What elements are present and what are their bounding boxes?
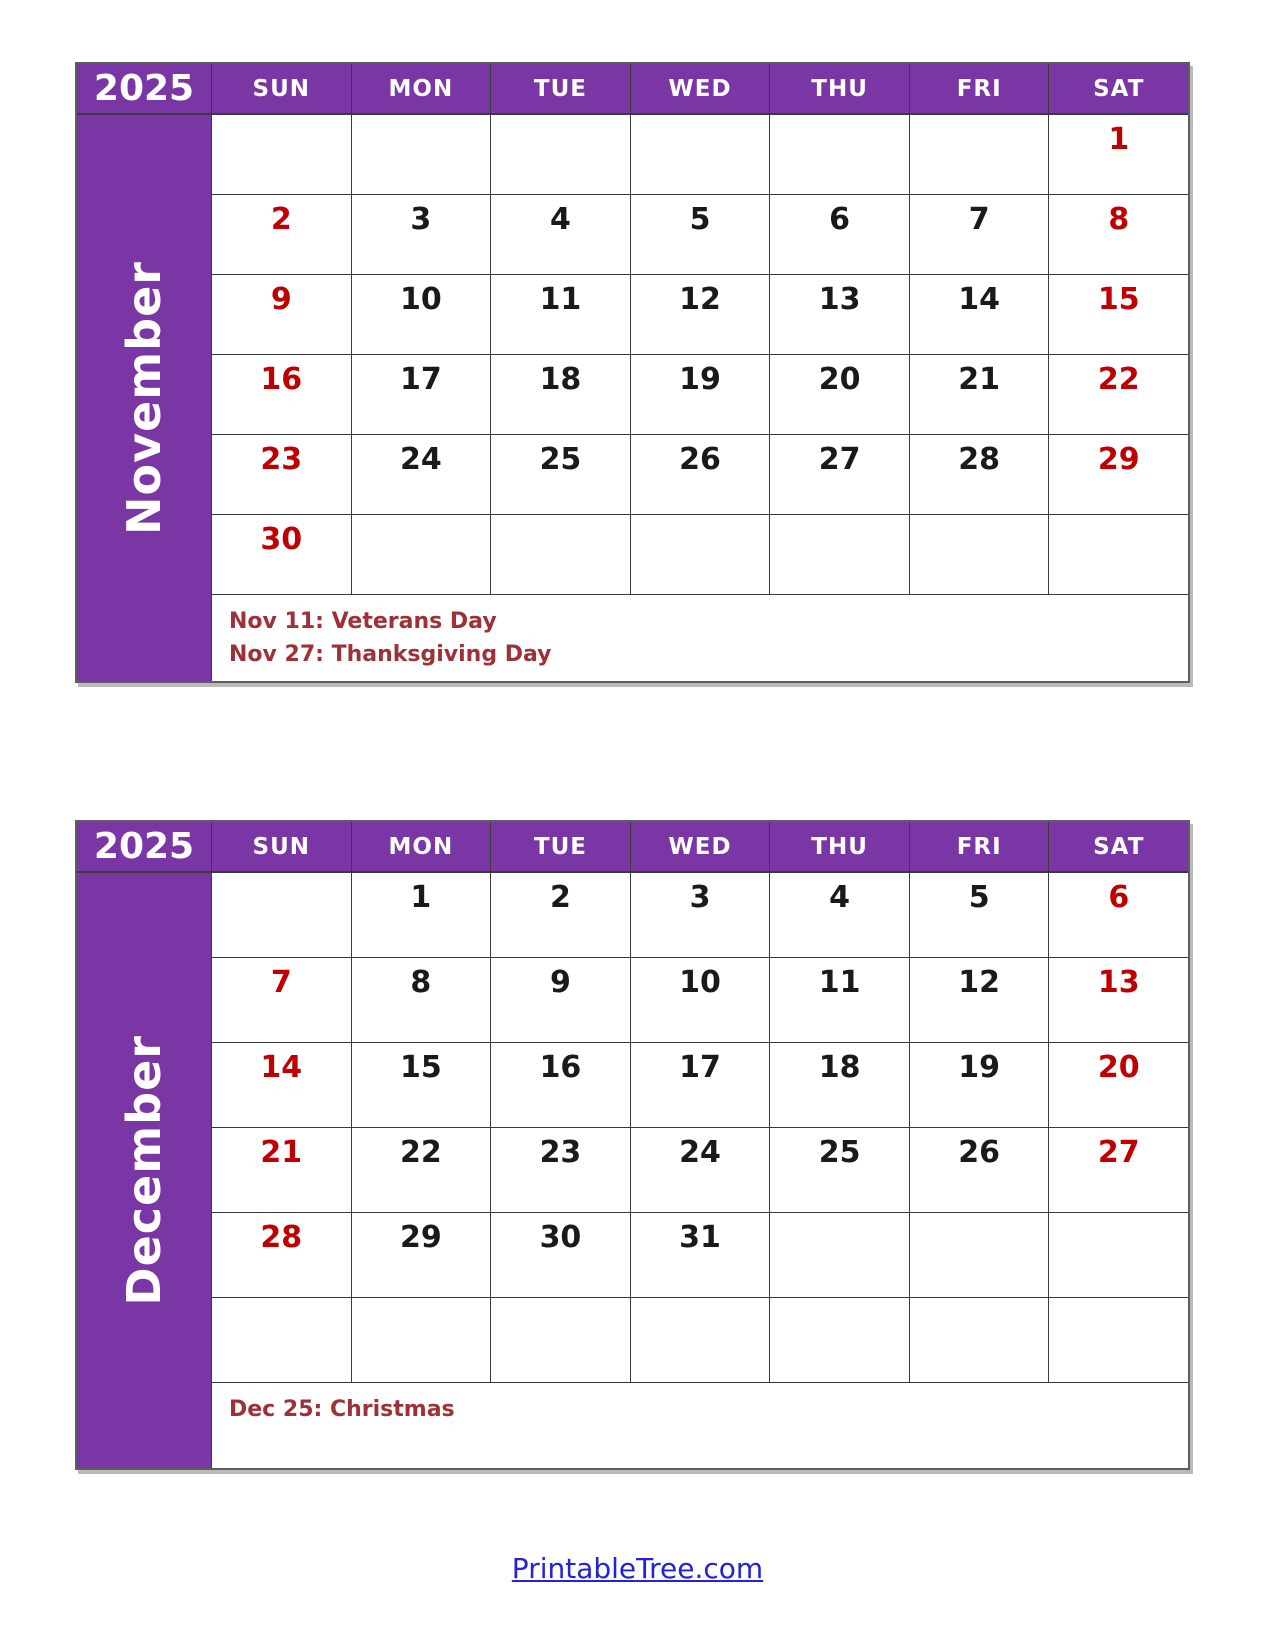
week-row: [212, 275, 1188, 355]
day-cell: 23: [491, 1128, 631, 1212]
day-cell: 22: [1097, 362, 1140, 397]
month-label: December: [117, 1035, 171, 1306]
day-cell: 19: [631, 355, 771, 434]
day-cell-empty: [491, 515, 631, 594]
day-cell: 9: [212, 275, 352, 354]
week-row: [212, 1298, 1188, 1383]
day-cell: 28: [910, 435, 1050, 514]
holiday-note: Dec 25: Christmas: [229, 1397, 455, 1422]
day-cell: 2: [212, 195, 352, 274]
weekday-header-sun: SUN: [212, 64, 352, 113]
weeks-grid: [212, 873, 1188, 1468]
day-cell: 31: [631, 1213, 771, 1297]
week-row: [212, 515, 1188, 595]
day-cell-empty: [770, 115, 910, 194]
calendar-header: [77, 64, 1188, 115]
day-cell: 29: [352, 1213, 492, 1297]
day-cell: 13: [770, 275, 910, 354]
day-cell-empty: [910, 1213, 1050, 1297]
printabletree-link[interactable]: PrintableTree.com: [511, 1552, 764, 1585]
day-cell: 16: [212, 355, 352, 434]
day-cell: 14: [212, 1043, 352, 1127]
day-cell: 1: [352, 873, 492, 957]
day-cell-empty: [1049, 1298, 1188, 1382]
footer: [0, 1552, 1275, 1585]
day-cell: 25: [491, 435, 631, 514]
day-cell-empty: [631, 515, 771, 594]
month-sidebar: [77, 873, 212, 1468]
holiday-notes: [212, 595, 1188, 681]
weekday-header-thu: THU: [770, 822, 910, 871]
day-cell: 18: [770, 1043, 910, 1127]
day-cell: 5: [910, 873, 1050, 957]
day-cell-empty: [910, 115, 1050, 194]
weekday-header-tue: TUE: [491, 822, 631, 871]
day-cell: 12: [910, 958, 1050, 1042]
holiday-note: Nov 11: Veterans Day: [229, 609, 497, 634]
week-row: [212, 1043, 1188, 1128]
day-cell: 26: [631, 435, 771, 514]
day-cell: 20: [770, 355, 910, 434]
holiday-notes: [212, 1383, 1188, 1468]
month-label: November: [117, 260, 171, 536]
calendar-body: [77, 115, 1188, 681]
day-cell: 25: [770, 1128, 910, 1212]
day-cell: 5: [631, 195, 771, 274]
day-cell: 7: [910, 195, 1050, 274]
weekday-header-fri: FRI: [910, 64, 1050, 113]
day-cell: 18: [491, 355, 631, 434]
day-cell-empty: [631, 1298, 771, 1382]
day-cell: 24: [352, 435, 492, 514]
day-cell: 30: [212, 515, 352, 594]
day-cell: 21: [212, 1128, 352, 1212]
day-cell-empty: [352, 115, 492, 194]
day-cell-empty: [212, 873, 352, 957]
day-cell: 20: [1097, 1050, 1140, 1085]
calendar-november: [75, 62, 1190, 683]
day-cell: 16: [491, 1043, 631, 1127]
day-cell: 4: [770, 873, 910, 957]
day-cell: 26: [910, 1128, 1050, 1212]
weekday-header-mon: MON: [352, 64, 492, 113]
calendar-body: [77, 873, 1188, 1468]
weekday-header-tue: TUE: [491, 64, 631, 113]
year-label: 2025: [77, 64, 212, 113]
day-cell-empty: [910, 1298, 1050, 1382]
weekday-header-sat: SAT: [1093, 75, 1145, 102]
calendar-december: [75, 820, 1190, 1470]
day-cell: 11: [491, 275, 631, 354]
day-cell: 27: [1097, 1135, 1140, 1170]
day-cell: 8: [1108, 202, 1130, 237]
day-cell: 4: [491, 195, 631, 274]
week-row: [212, 1128, 1188, 1213]
day-cell: 10: [352, 275, 492, 354]
day-cell: 8: [352, 958, 492, 1042]
day-cell: 21: [910, 355, 1050, 434]
day-cell-empty: [770, 1213, 910, 1297]
day-cell-empty: [770, 515, 910, 594]
day-cell: 3: [631, 873, 771, 957]
weekday-header-wed: WED: [631, 822, 771, 871]
day-cell-empty: [352, 1298, 492, 1382]
day-cell: 14: [910, 275, 1050, 354]
week-row: [212, 1213, 1188, 1298]
week-row: [212, 958, 1188, 1043]
day-cell: 15: [1097, 282, 1140, 317]
day-cell: 15: [352, 1043, 492, 1127]
weekday-header-wed: WED: [631, 64, 771, 113]
day-cell: 7: [212, 958, 352, 1042]
weeks-grid: [212, 115, 1188, 681]
weekday-header-fri: FRI: [910, 822, 1050, 871]
weekday-header-sun: SUN: [212, 822, 352, 871]
day-cell-empty: [1049, 515, 1188, 594]
day-cell-empty: [770, 1298, 910, 1382]
week-row: [212, 435, 1188, 515]
day-cell: 10: [631, 958, 771, 1042]
day-cell: 1: [1108, 122, 1130, 157]
holiday-note: Nov 27: Thanksgiving Day: [229, 642, 552, 667]
day-cell-empty: [491, 1298, 631, 1382]
day-cell-empty: [491, 115, 631, 194]
day-cell: 13: [1097, 965, 1140, 1000]
weekday-header-sat: SAT: [1093, 833, 1145, 860]
day-cell: 6: [770, 195, 910, 274]
day-cell: 2: [491, 873, 631, 957]
week-row: [212, 873, 1188, 958]
day-cell: 17: [352, 355, 492, 434]
day-cell: 3: [352, 195, 492, 274]
year-label: 2025: [77, 822, 212, 871]
weekday-header-thu: THU: [770, 64, 910, 113]
day-cell: 22: [352, 1128, 492, 1212]
day-cell: 30: [491, 1213, 631, 1297]
day-cell: 9: [491, 958, 631, 1042]
day-cell: 11: [770, 958, 910, 1042]
day-cell-empty: [631, 115, 771, 194]
day-cell-empty: [352, 515, 492, 594]
day-cell-empty: [1049, 1213, 1188, 1297]
day-cell: 19: [910, 1043, 1050, 1127]
week-row: [212, 115, 1188, 195]
day-cell-empty: [910, 515, 1050, 594]
week-row: [212, 355, 1188, 435]
day-cell: 24: [631, 1128, 771, 1212]
day-cell: 6: [1108, 880, 1130, 915]
week-row: [212, 195, 1188, 275]
day-cell: 12: [631, 275, 771, 354]
day-cell-empty: [212, 115, 352, 194]
day-cell: 23: [212, 435, 352, 514]
day-cell: 28: [212, 1213, 352, 1297]
day-cell: 29: [1097, 442, 1140, 477]
month-sidebar: [77, 115, 212, 681]
weekday-header-mon: MON: [352, 822, 492, 871]
calendar-header: [77, 822, 1188, 873]
day-cell-empty: [212, 1298, 352, 1382]
day-cell: 17: [631, 1043, 771, 1127]
day-cell: 27: [770, 435, 910, 514]
